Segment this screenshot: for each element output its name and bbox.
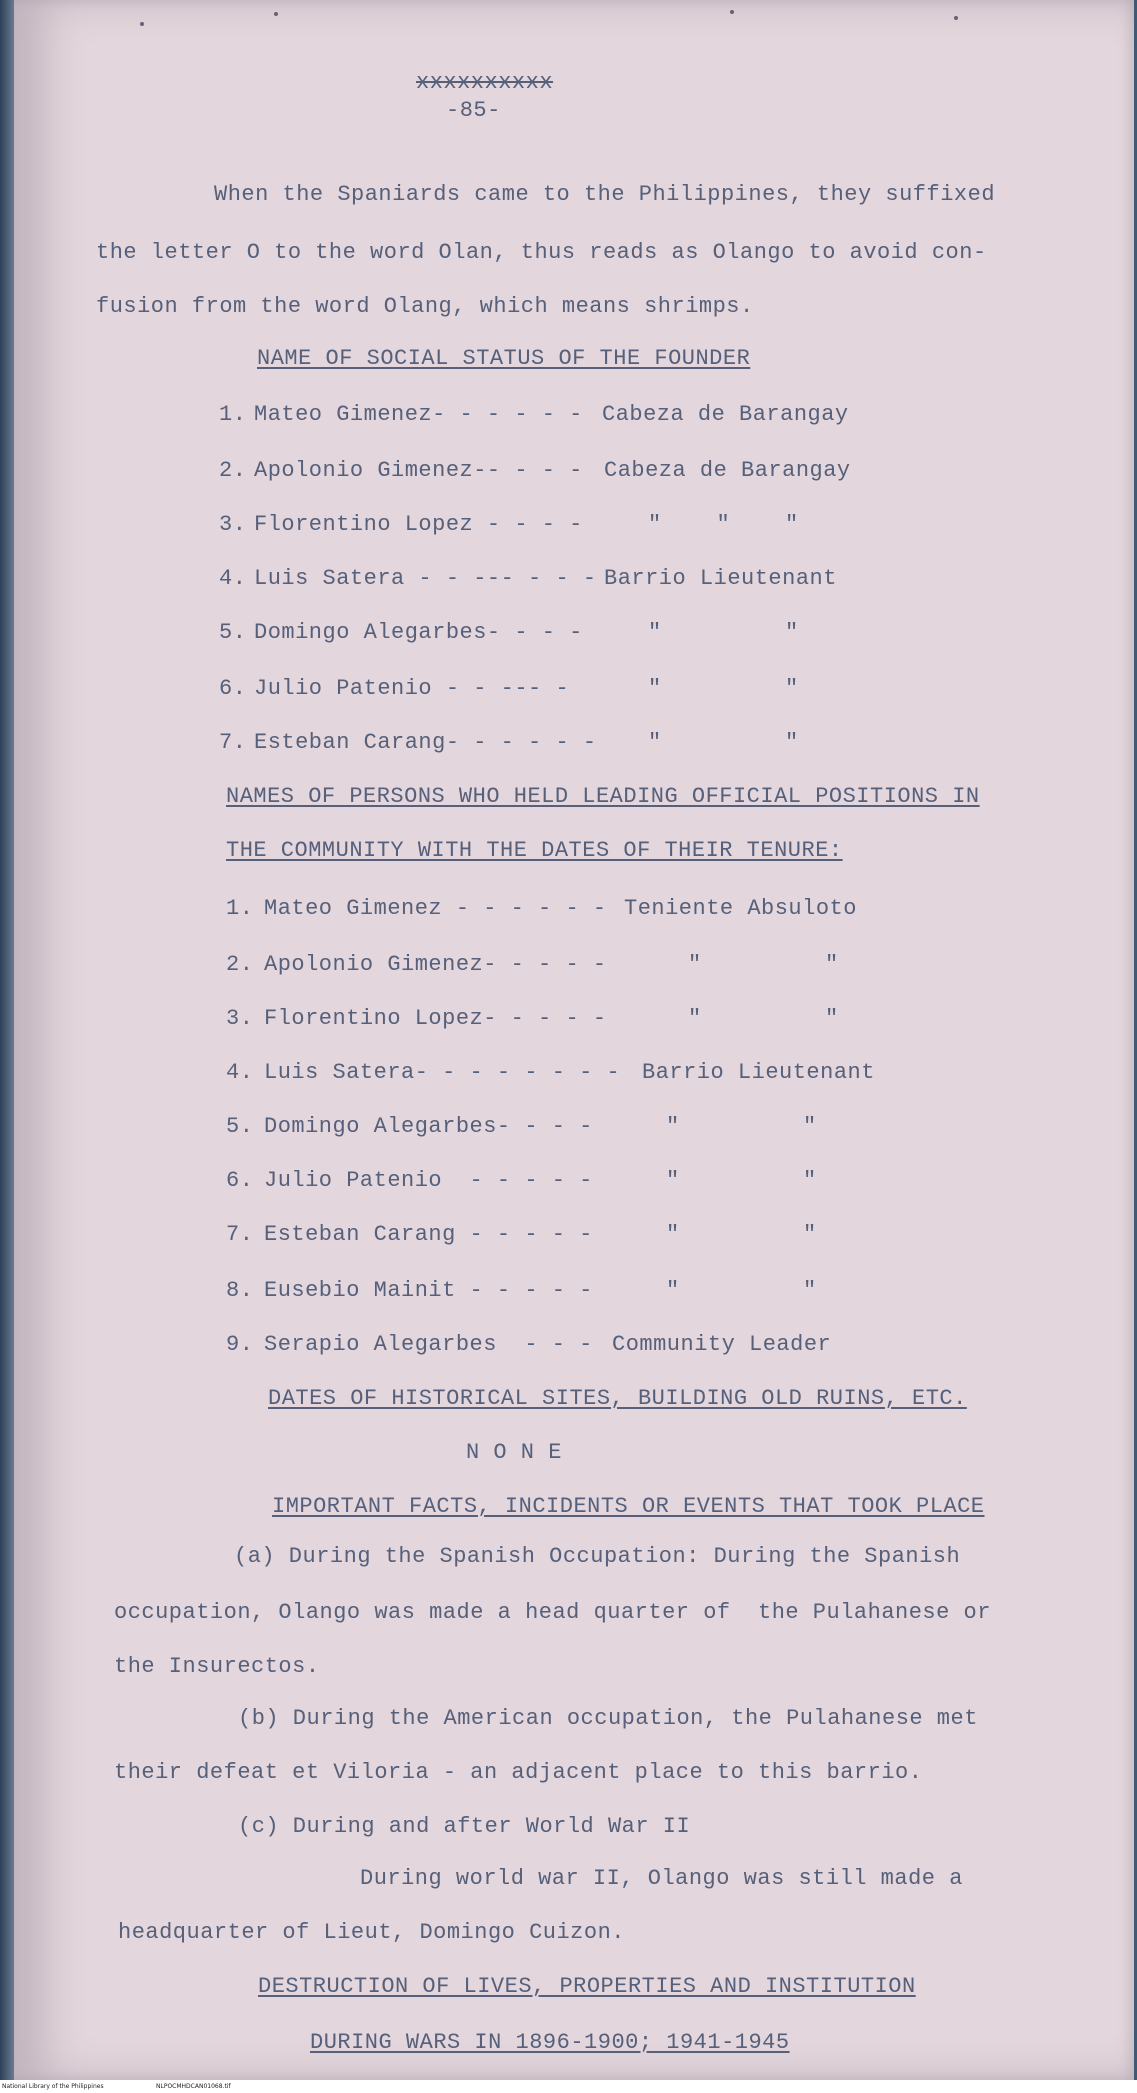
- section-heading-founders: NAME OF SOCIAL STATUS OF THE FOUNDER: [257, 346, 751, 371]
- struck-header: xxxxxxxxxx: [416, 70, 554, 95]
- founder-name: Esteban Carang- - - - - -: [254, 730, 597, 755]
- official-name: Eusebio Mainit - - - - -: [264, 1278, 593, 1303]
- founder-title: " ": [648, 730, 799, 755]
- official-name: Florentino Lopez- - - - -: [264, 1006, 607, 1031]
- founder-name: Apolonio Gimenez-- - - -: [254, 458, 583, 483]
- official-num: 8.: [226, 1278, 254, 1303]
- speck: [274, 12, 278, 16]
- book-binding: [0, 0, 14, 2080]
- official-name: Mateo Gimenez - - - - - -: [264, 896, 607, 921]
- founder-name: Luis Satera - - --- - - -: [254, 566, 597, 591]
- official-title: " ": [688, 1006, 839, 1031]
- section-heading-officials: NAMES OF PERSONS WHO HELD LEADING OFFICIAL POSITIONS IN: [226, 784, 980, 809]
- founder-name: Mateo Gimenez- - - - - -: [254, 402, 583, 427]
- founder-num: 5.: [219, 620, 247, 645]
- founder-name: Florentino Lopez - - - -: [254, 512, 583, 537]
- intro-line: the letter O to the word Olan, thus reads as Olango to avoid con-: [96, 240, 987, 265]
- founder-name: Julio Patenio - - --- -: [254, 676, 570, 701]
- section-heading-historical-sites: DATES OF HISTORICAL SITES, BUILDING OLD RUINS, ETC.: [268, 1386, 967, 1411]
- official-num: 7.: [226, 1222, 254, 1247]
- founder-num: 1.: [219, 402, 247, 427]
- section-heading-events: IMPORTANT FACTS, INCIDENTS OR EVENTS THAT TOOK PLACE: [272, 1494, 985, 1519]
- founder-num: 3.: [219, 512, 247, 537]
- scan-footer: [0, 2080, 1137, 2093]
- section-heading-destruction: DESTRUCTION OF LIVES, PROPERTIES AND INSTITUTION: [258, 1974, 916, 1999]
- official-title: Community Leader: [612, 1332, 832, 1357]
- event-paragraph-line: headquarter of Lieut, Domingo Cuizon.: [118, 1920, 625, 1945]
- footer-filename: NLPOCMHDCAN01068.tif: [156, 2083, 231, 2090]
- section-heading-officials-cont: THE COMMUNITY WITH THE DATES OF THEIR TENURE:: [226, 838, 843, 863]
- official-name: Luis Satera- - - - - - - -: [264, 1060, 621, 1085]
- official-name: Domingo Alegarbes- - - -: [264, 1114, 593, 1139]
- speck: [954, 16, 958, 20]
- official-num: 4.: [226, 1060, 254, 1085]
- official-title: " ": [666, 1114, 817, 1139]
- intro-line: When the Spaniards came to the Philippines, they suffixed: [214, 182, 996, 207]
- speck: [140, 22, 144, 26]
- official-title: " ": [688, 952, 839, 977]
- footer-left-label: National Library of the Philippines: [2, 2083, 104, 2090]
- founder-num: 2.: [219, 458, 247, 483]
- official-title: " ": [666, 1168, 817, 1193]
- founder-title: Barrio Lieutenant: [604, 566, 837, 591]
- founder-title: Cabeza de Barangay: [604, 458, 851, 483]
- event-paragraph-line: occupation, Olango was made a head quarter of the Pulahanese or: [114, 1600, 991, 1625]
- founder-name: Domingo Alegarbes- - - -: [254, 620, 583, 645]
- official-name: Esteban Carang - - - - -: [264, 1222, 593, 1247]
- official-title: " ": [666, 1222, 817, 1247]
- official-title: " ": [666, 1278, 817, 1303]
- founder-title: " " ": [648, 512, 799, 537]
- official-title: Barrio Lieutenant: [642, 1060, 875, 1085]
- official-title: Teniente Absuloto: [624, 896, 857, 921]
- founder-title: " ": [648, 676, 799, 701]
- founder-title: " ": [648, 620, 799, 645]
- official-num: 3.: [226, 1006, 254, 1031]
- event-paragraph-line: their defeat et Viloria - an adjacent place to this barrio.: [114, 1760, 923, 1785]
- section-heading-destruction-cont: DURING WARS IN 1896-1900; 1941-1945: [310, 2030, 790, 2055]
- event-paragraph-line: (c) During and after World War II: [238, 1814, 691, 1839]
- event-paragraph-line: During world war II, Olango was still made a: [360, 1866, 963, 1891]
- event-paragraph-line: (a) During the Spanish Occupation: During the Spanish: [234, 1544, 961, 1569]
- event-paragraph-line: (b) During the American occupation, the Pulahanese met: [238, 1706, 978, 1731]
- official-num: 9.: [226, 1332, 254, 1357]
- official-name: Julio Patenio - - - - -: [264, 1168, 593, 1193]
- official-num: 6.: [226, 1168, 254, 1193]
- founder-title: Cabeza de Barangay: [602, 402, 849, 427]
- document-page: [14, 0, 1134, 2080]
- founder-num: 6.: [219, 676, 247, 701]
- official-num: 2.: [226, 952, 254, 977]
- speck: [730, 10, 734, 14]
- official-num: 1.: [226, 896, 254, 921]
- historical-sites-value: N O N E: [466, 1440, 562, 1465]
- official-name: Apolonio Gimenez- - - - -: [264, 952, 607, 977]
- intro-line: fusion from the word Olang, which means shrimps.: [96, 294, 754, 319]
- page-number: -85-: [446, 98, 501, 123]
- founder-num: 4.: [219, 566, 247, 591]
- official-name: Serapio Alegarbes - - -: [264, 1332, 593, 1357]
- event-paragraph-line: the Insurectos.: [114, 1654, 320, 1679]
- official-num: 5.: [226, 1114, 254, 1139]
- founder-num: 7.: [219, 730, 247, 755]
